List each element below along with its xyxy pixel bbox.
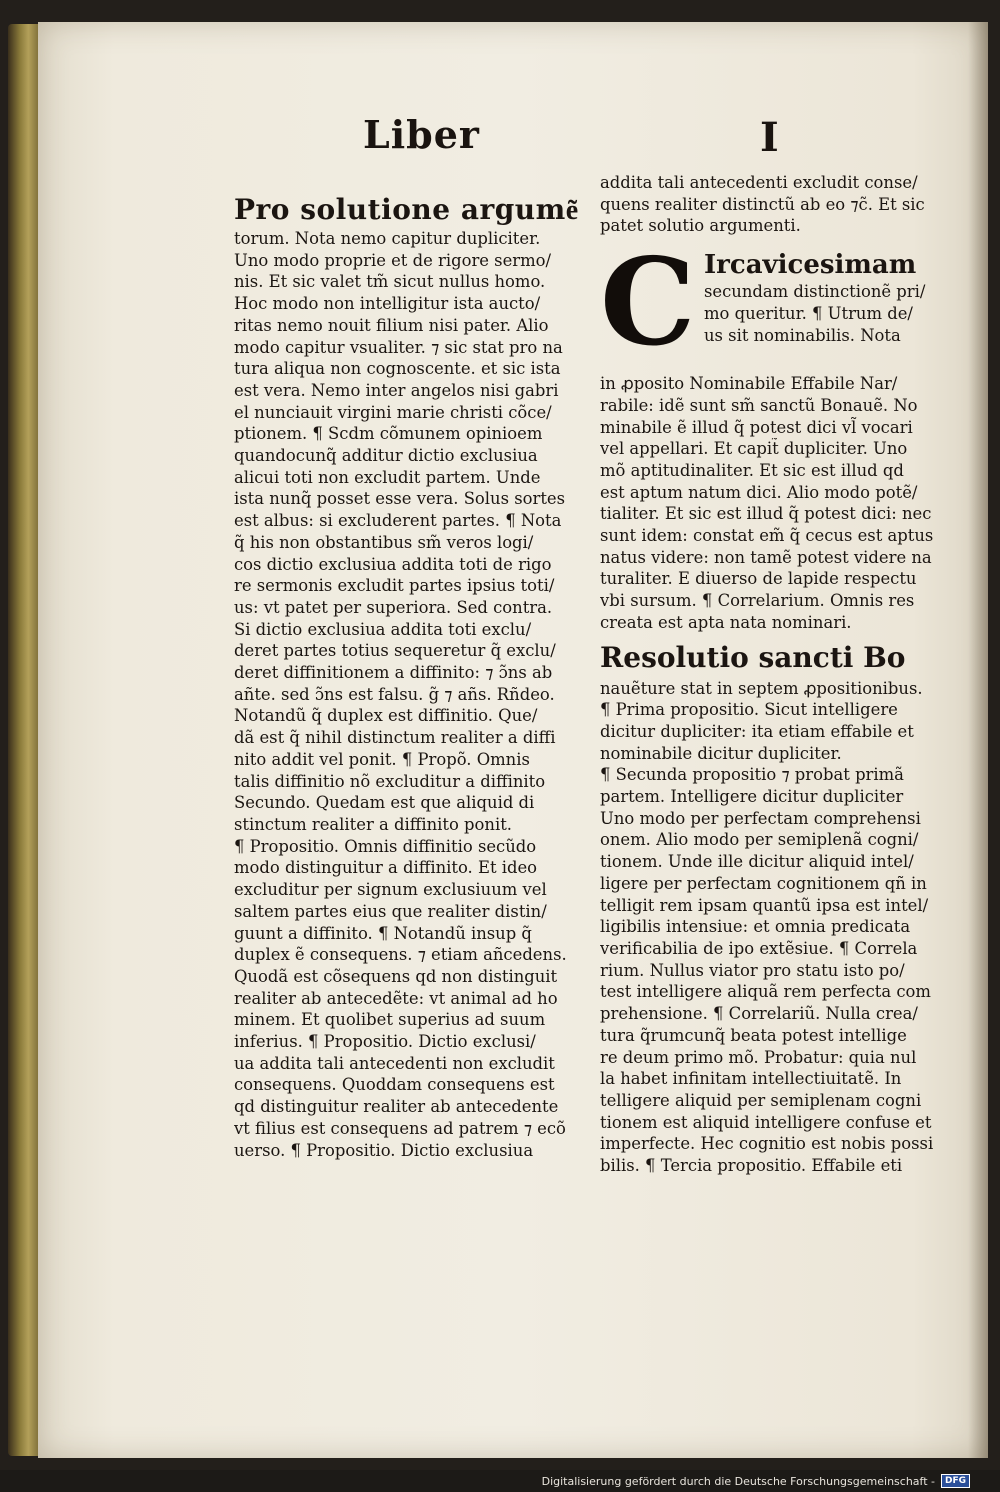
- text-line: turaliter. E diuerso de lapide respectu: [600, 569, 917, 589]
- text-line: quandocunq̃ additur dictio exclusiua: [234, 446, 538, 466]
- text-line: qd distinguitur realiter ab antecedente: [234, 1097, 559, 1117]
- drop-initial-lines: [704, 249, 950, 346]
- right-column-text-bottom: [600, 678, 950, 1177]
- left-column-text: [234, 228, 580, 1161]
- text-line: uerso. ¶ Propositio. Dictio exclusiua: [234, 1140, 534, 1160]
- text-line: Secundo. Quedam est que aliquid di: [234, 793, 535, 813]
- text-line: rabile: idẽ sunt sm̃ sanctũ Bonauẽ. No: [600, 395, 918, 415]
- text-line: nominabile dicitur dupliciter.: [600, 743, 842, 763]
- text-line: quens realiter distinctũ ab eo ⁊c̃. Et sic: [600, 194, 925, 214]
- text-line: ligibilis intensiue: et omnia predicata: [600, 917, 911, 937]
- text-line: Si dictio exclusiua addita toti exclu/: [234, 619, 532, 639]
- text-line: mõ aptitudinaliter. Et sic est illud qd: [600, 460, 904, 480]
- text-line: est aptum natum dici. Alio modo potẽ/: [600, 482, 918, 502]
- text-line: verificabilia de ipo extẽsiue. ¶ Correla: [600, 938, 918, 958]
- running-head-left: Liber: [363, 112, 480, 157]
- dfg-logo: DFG: [941, 1474, 970, 1488]
- text-line: vt filius est consequens ad patrem ⁊ ecõ: [234, 1118, 566, 1138]
- gutter-shadow: [968, 22, 988, 1458]
- text-line: cos dictio exclusiua addita toti de rigo: [234, 554, 552, 574]
- initial-lines-text: [704, 281, 950, 346]
- text-line: alicui toti non excludit partem. Unde: [234, 467, 541, 487]
- text-line: stinctum realiter a diffinito ponit.: [234, 814, 513, 834]
- text-line: test intelligere aliquã rem perfecta com: [600, 982, 931, 1002]
- drop-initial-block: [600, 232, 950, 374]
- text-line: tura aliqua non cognoscente. et sic ista: [234, 359, 561, 379]
- text-line: telligere aliquid per semiplenam cogni: [600, 1090, 922, 1110]
- text-line: Uno modo proprie et de rigore sermo/: [234, 250, 552, 270]
- text-line: duplex ẽ consequens. ⁊ etiam añcedens.: [234, 945, 567, 965]
- text-line: tura q̃rumcunq̃ beata potest intellige: [600, 1025, 907, 1045]
- running-head-right: I: [760, 114, 779, 161]
- text-line: q̃ his non obstantibus sm̃ veros logi/: [234, 532, 534, 552]
- text-line: est vera. Nemo inter angelos nisi gabri: [234, 380, 559, 400]
- text-line: est albus: si excluderent partes. ¶ Nota: [234, 511, 562, 531]
- text-line: prehensione. ¶ Correlariũ. Nulla crea/: [600, 1004, 918, 1024]
- text-line: ¶ Prima propositio. Sicut intelligere: [600, 700, 898, 720]
- text-line: el nunciauit virgini marie christi cõce/: [234, 402, 552, 422]
- text-line: modo distinguitur a diffinito. Et ideo: [234, 858, 538, 878]
- book-edge: [8, 24, 42, 1456]
- text-line: sunt idem: constat em̃ q̃ cecus est aptus: [600, 526, 934, 546]
- text-line: Notandũ q̃ duplex est diffinitio. Que/: [234, 706, 538, 726]
- text-line: deret partes totius sequeretur q̃ exclu/: [234, 641, 556, 661]
- text-line: Uno modo per perfectam comprehensi: [600, 808, 921, 828]
- text-line: bilis. ¶ Tercia propositio. Effabile eti: [600, 1156, 903, 1176]
- text-line: nis. Et sic valet tm̃ sicut nullus homo.: [234, 272, 546, 292]
- text-line: rium. Nullus viator pro statu isto po/: [600, 960, 905, 980]
- text-line: añte. sed ɔ̃ns est falsu. g̃ ⁊ añs. Rñdeo.: [234, 684, 555, 704]
- left-column: [234, 192, 580, 1161]
- text-line: inferius. ¶ Propositio. Dictio exclusi/: [234, 1032, 536, 1052]
- text-line: consequens. Quoddam consequens est: [234, 1075, 555, 1095]
- text-line: patet solutio argumenti.: [600, 216, 801, 236]
- text-line: creata est apta nata nominari.: [600, 612, 852, 632]
- initial-heading: Ircavicesimam: [704, 250, 917, 281]
- text-line: us: vt patet per superiora. Sed contra.: [234, 597, 553, 617]
- text-line: nito addit vel ponit. ¶ Propõ. Omnis: [234, 749, 530, 769]
- text-line: deret diffinitionem a diffinito: ⁊ ɔ̃ns ab: [234, 663, 553, 683]
- text-line: re sermonis excludit partes ipsius toti/: [234, 576, 555, 596]
- text-line: dã est q̃ nihil distinctum realiter a diffi: [234, 728, 556, 748]
- digitization-credit: [542, 1474, 970, 1488]
- text-line: us sit nominabilis. Nota: [704, 325, 901, 345]
- text-line: la habet infinitam intellectiuitatẽ. In: [600, 1069, 902, 1089]
- text-line: guunt a diffinito. ¶ Notandũ insup q̃: [234, 923, 532, 943]
- section-title: Resolutio sancti Bo: [600, 640, 906, 674]
- text-line: ligere per perfectam cognitionem qñ in: [600, 873, 927, 893]
- right-column-text-mid: [600, 373, 950, 633]
- text-line: minabile ẽ illud q̃ potest dici vl̃ vocari: [600, 417, 913, 437]
- text-line: ua addita tali antecedenti non excludit: [234, 1053, 555, 1073]
- text-line: ista nunq̃ posset esse vera. Solus sortes: [234, 489, 566, 509]
- text-line: tionem est aliquid intelligere confuse et: [600, 1112, 932, 1132]
- text-line: natus videre: non tamẽ potest videre na: [600, 547, 932, 567]
- left-column-heading: Pro solutione argume͂: [234, 193, 579, 226]
- text-line: onem. Alio modo per semiplenã cogni/: [600, 830, 919, 850]
- text-line: saltem partes eius que realiter distin/: [234, 901, 547, 921]
- text-line: ¶ Propositio. Omnis diffinitio secũdo: [234, 836, 537, 856]
- book-page: [38, 22, 988, 1458]
- text-line: realiter ab antecedẽte: vt animal ad ho: [234, 988, 558, 1008]
- text-line: talis diffinitio nõ excluditur a diffinito: [234, 771, 546, 791]
- text-line: dicitur dupliciter: ita etiam effabile et: [600, 721, 914, 741]
- text-line: Quodã est cõsequens qd non distinguit: [234, 966, 558, 986]
- text-line: imperfecte. Hec cognitio est nobis possi: [600, 1134, 934, 1154]
- text-line: secundam distinctionẽ pri/: [704, 282, 926, 302]
- text-line: addita tali antecedenti excludit conse/: [600, 173, 918, 192]
- text-line: torum. Nota nemo capitur dupliciter.: [234, 229, 541, 248]
- text-line: ptionem. ¶ Scdm cõmunem opinioem: [234, 424, 543, 444]
- text-line: in ꝓposito Nominabile Effabile Nar/: [600, 374, 898, 394]
- text-line: partem. Intelligere dicitur dupliciter: [600, 787, 904, 807]
- text-line: tialiter. Et sic est illud q̃ potest dici: nec: [600, 504, 932, 524]
- credit-text: Digitalisierung gefördert durch die Deutsche Forschungsgemeinschaft -: [541, 1474, 935, 1488]
- text-line: Hoc modo non intelligitur ista aucto/: [234, 294, 541, 314]
- text-line: mo queritur. ¶ Utrum de/: [704, 303, 913, 323]
- text-line: minem. Et quolibet superius ad suum: [234, 1010, 546, 1030]
- text-line: re deum primo mõ. Probatur: quia nul: [600, 1047, 917, 1067]
- drop-initial-letter: C: [600, 232, 696, 374]
- text-line: telligit rem ipsam quantũ ipsa est intel/: [600, 895, 929, 915]
- text-line: ritas nemo nouit filium nisi pater. Alio: [234, 315, 549, 335]
- text-line: excluditur per signum exclusiuum vel: [234, 880, 547, 900]
- text-line: ¶ Secunda propositio ⁊ probat primã: [600, 765, 904, 785]
- text-line: modo capitur vsualiter. ⁊ sic stat pro na: [234, 337, 563, 357]
- right-column-text-top: [600, 172, 950, 237]
- text-line: vel appellari. Et capit̃ dupliciter. Uno: [600, 439, 908, 459]
- text-line: nauẽture stat in septem ꝓpositionibus.: [600, 678, 923, 698]
- text-line: vbi sursum. ¶ Correlarium. Omnis res: [600, 591, 915, 611]
- text-line: tionem. Unde ille dicitur aliquid intel/: [600, 852, 914, 872]
- right-column: [600, 172, 950, 1177]
